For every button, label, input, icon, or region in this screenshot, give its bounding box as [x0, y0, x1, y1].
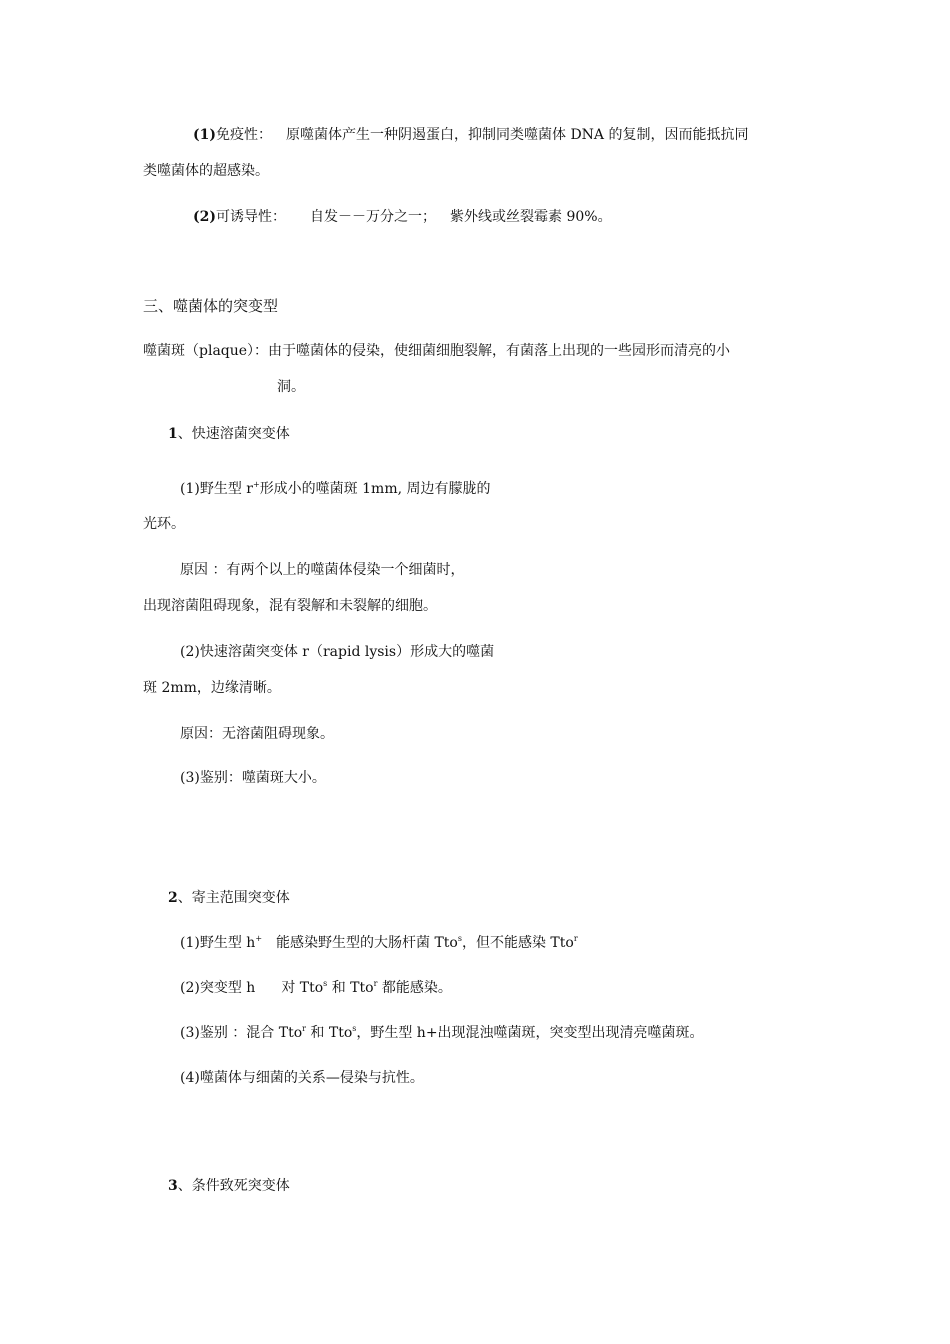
- paragraph-immunity: [193, 126, 748, 144]
- sub1-point2-cont: 斑 2mm，边缘清晰。: [143, 680, 281, 696]
- item-term: 免疫性：: [216, 127, 272, 143]
- sub1-reason2: 原因：无溶菌阻碍现象。: [180, 726, 334, 742]
- superscript: s: [352, 1024, 357, 1033]
- sub2-point2: [180, 979, 452, 997]
- sub2-point4: (4)噬菌体与细菌的关系—侵染与抗性。: [180, 1070, 424, 1086]
- superscript: r: [373, 979, 378, 988]
- subsection-title: 、寄主范围突变体: [177, 890, 290, 906]
- item-text-a: 自发－－万分之一；: [310, 209, 436, 225]
- subsection-number: 1: [168, 426, 178, 442]
- sub1-point3: (3)鉴别：噬菌斑大小。: [180, 770, 326, 786]
- sub2-point3: [180, 1024, 704, 1042]
- subsection-number: 3: [168, 1178, 178, 1194]
- superscript: s: [323, 979, 328, 988]
- subsection-heading-3: [168, 1177, 290, 1195]
- superscript: +: [255, 934, 263, 943]
- subsection-title: 、条件致死突变体: [177, 1178, 290, 1194]
- plaque-definition: [143, 342, 730, 360]
- text: (2)突变型 h: [180, 980, 256, 996]
- text: ，但不能感染 Tto: [461, 935, 574, 951]
- paragraph-immunity-cont: 类噬菌体的超感染。: [143, 163, 269, 179]
- subsection-heading-1: [168, 425, 290, 443]
- item-label: (1): [193, 127, 216, 143]
- subsection-number: 2: [168, 890, 178, 906]
- sub1-reason1: 原因 ：有两个以上的噬菌体侵染一个细菌时，: [180, 562, 465, 578]
- text: ，野生型 h+出现混浊噬菌斑，突变型出现清亮噬菌斑。: [356, 1025, 704, 1041]
- superscript: r: [302, 1024, 306, 1033]
- sub2-point1: [180, 934, 578, 952]
- text: 对 Tto: [281, 980, 324, 996]
- superscript: r: [573, 934, 578, 943]
- item-label: (2): [193, 209, 216, 225]
- text: 和 Tto: [327, 980, 374, 996]
- text: 都能感染。: [377, 980, 452, 996]
- paragraph-inducibility: [193, 208, 612, 226]
- text: 和 Tto: [305, 1025, 353, 1041]
- sub1-point2: (2)快速溶菌突变体 r（rapid lysis）形成大的噬菌: [180, 644, 495, 660]
- plaque-text: （plaque）：由于噬菌体的侵染，使细菌细胞裂解，有菌落上出现的一些园形而清亮的小: [185, 343, 731, 359]
- item-text: 原噬菌体产生一种阴遏蛋白，抑制同类噬菌体 DNA 的复制，因而能抵抗同: [286, 127, 749, 143]
- plaque-term: 噬菌斑: [143, 343, 185, 359]
- plaque-definition-cont: 洞。: [277, 379, 305, 395]
- superscript: +: [252, 480, 260, 489]
- item-text-b: 紫外线或丝裂霉素 90%。: [450, 209, 612, 225]
- subsection-heading-2: [168, 889, 290, 907]
- text: (1)野生型 r: [180, 481, 253, 497]
- text: 形成小的噬菌斑 1mm, 周边有朦胧的: [259, 481, 491, 497]
- superscript: s: [457, 934, 462, 943]
- sub1-point1: [180, 480, 491, 498]
- sub1-reason1-cont: 出现溶菌阻碍现象，混有裂解和未裂解的细胞。: [143, 598, 437, 614]
- text: 能感染野生型的大肠杆菌 Tto: [276, 935, 458, 951]
- sub1-point1-cont: 光环。: [143, 516, 185, 532]
- text: (3)鉴别 ：混合 Tto: [180, 1025, 303, 1041]
- text: (1)野生型 h: [180, 935, 256, 951]
- subsection-title: 、快速溶菌突变体: [177, 426, 290, 442]
- item-term: 可诱导性：: [216, 209, 286, 225]
- section-heading: 三、噬菌体的突变型: [143, 297, 279, 315]
